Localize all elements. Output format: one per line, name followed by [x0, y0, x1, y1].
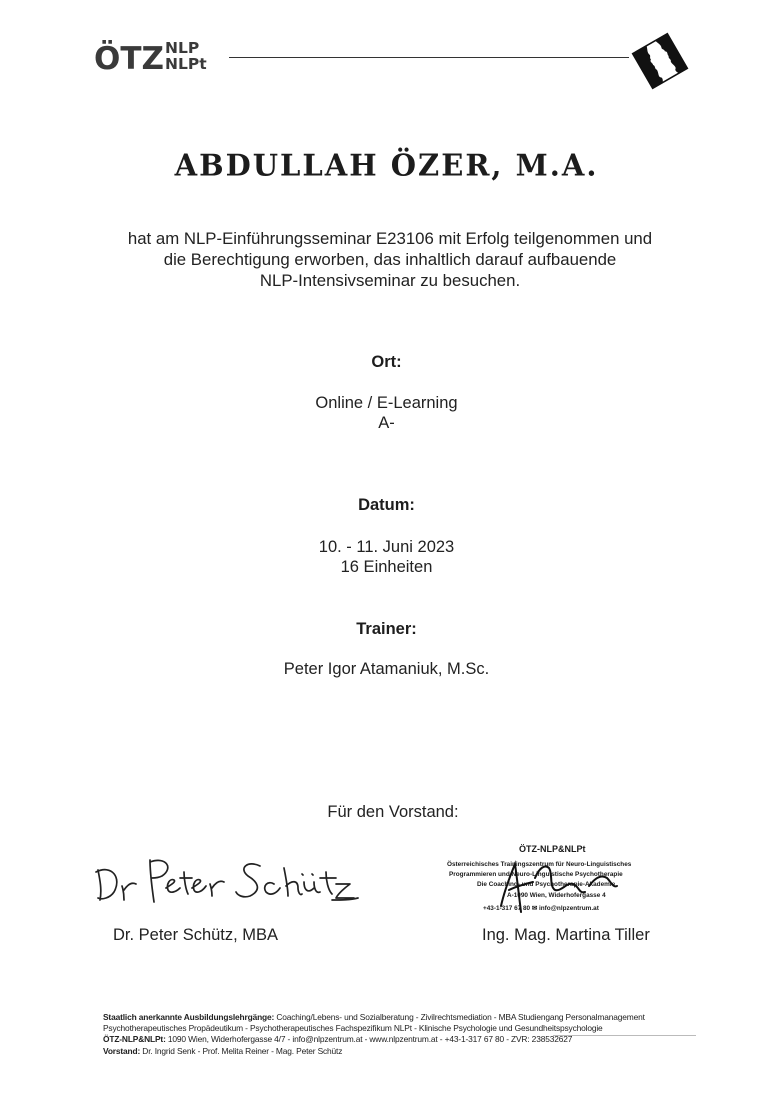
trainer-label: Trainer: [356, 620, 417, 638]
date-value [0, 537, 773, 577]
stamp-title: ÖTZ-NLP&NLPt [519, 844, 586, 854]
statement-line-3: NLP-Intensivseminar zu besuchen. [259, 271, 521, 290]
date-label: Datum: [358, 496, 415, 514]
stamp-line-2: Programmieren und Neuro-Linguistische Psychotherapie [449, 871, 623, 878]
date-line-1: 10. - 11. Juni 2023 [318, 538, 455, 556]
header-divider [229, 57, 629, 58]
handwritten-signature-left [92, 848, 362, 912]
logo-sub-text [165, 40, 207, 72]
signer-right-name: Ing. Mag. Martina Tiller [482, 926, 650, 944]
logo-main-text: ÖTZ [94, 41, 164, 77]
stamp-line-1: Österreichisches Trainingszentrum für Neuro-Linguistisches [447, 861, 632, 868]
date-line-2: 16 Einheiten [340, 558, 433, 576]
certificate-statement [80, 228, 700, 291]
logo-sub-top: NLP [165, 39, 200, 57]
footer-line-4: Vorstand: Dr. Ingrid Senk - Prof. Melita Reiner - Mag. Peter Schütz [103, 1045, 343, 1056]
trainer-value: Peter Igor Atamaniuk, M.Sc. [283, 660, 490, 678]
footer-line-2: Psychotherapeutisches Propädeutikum - Psychotherapeutisches Fachspezifikum NLPt - Klinische Psychologie und Gesundheitspsychologie [103, 1023, 603, 1034]
stamp-line-4: A-1090 Wien, Widerhofergasse 4 [507, 892, 606, 899]
statement-line-2: die Berechtigung erworben, das inhaltlich darauf aufbauende [163, 250, 617, 269]
location-line-1: Online / E-Learning [315, 394, 458, 412]
stamp-line-5: +43-1-317 67 80 ✉ info@nlpzentrum.at [483, 905, 599, 912]
footer-info [103, 1012, 703, 1057]
logo-sub-bottom: NLPt [165, 55, 207, 73]
participant-name: ABDULLAH ÖZER, M.A. [174, 147, 599, 183]
location-value [0, 393, 773, 433]
location-line-2: A- [378, 414, 395, 432]
location-label: Ort: [371, 353, 402, 371]
stamp-line-3: Die Coaching- und Psychotherapie-Akademie [477, 881, 616, 888]
signer-left-name: Dr. Peter Schütz, MBA [113, 926, 279, 944]
footer-line-1: Staatlich anerkannte Ausbildungslehrgänge: Coaching/Lebens- und Sozialberatung - Zivilrechtsmediation - MBA Studiengang Personalmanagement [103, 1012, 645, 1022]
statement-line-1: hat am NLP-Einführungsseminar E23106 mit Erfolg teilgenommen und [127, 229, 653, 248]
footer-line-3: ÖTZ-NLP&NLPt: 1090 Wien, Widerhofergasse 4/7 - info@nlpzentrum.at - www.nlpzentrum.at - +43-1-317 67 80 - ZVR: 238532627 [103, 1034, 573, 1045]
two-faces-profile-icon [626, 27, 694, 95]
board-label: Für den Vorstand: [327, 803, 459, 821]
organization-stamp [445, 838, 675, 920]
